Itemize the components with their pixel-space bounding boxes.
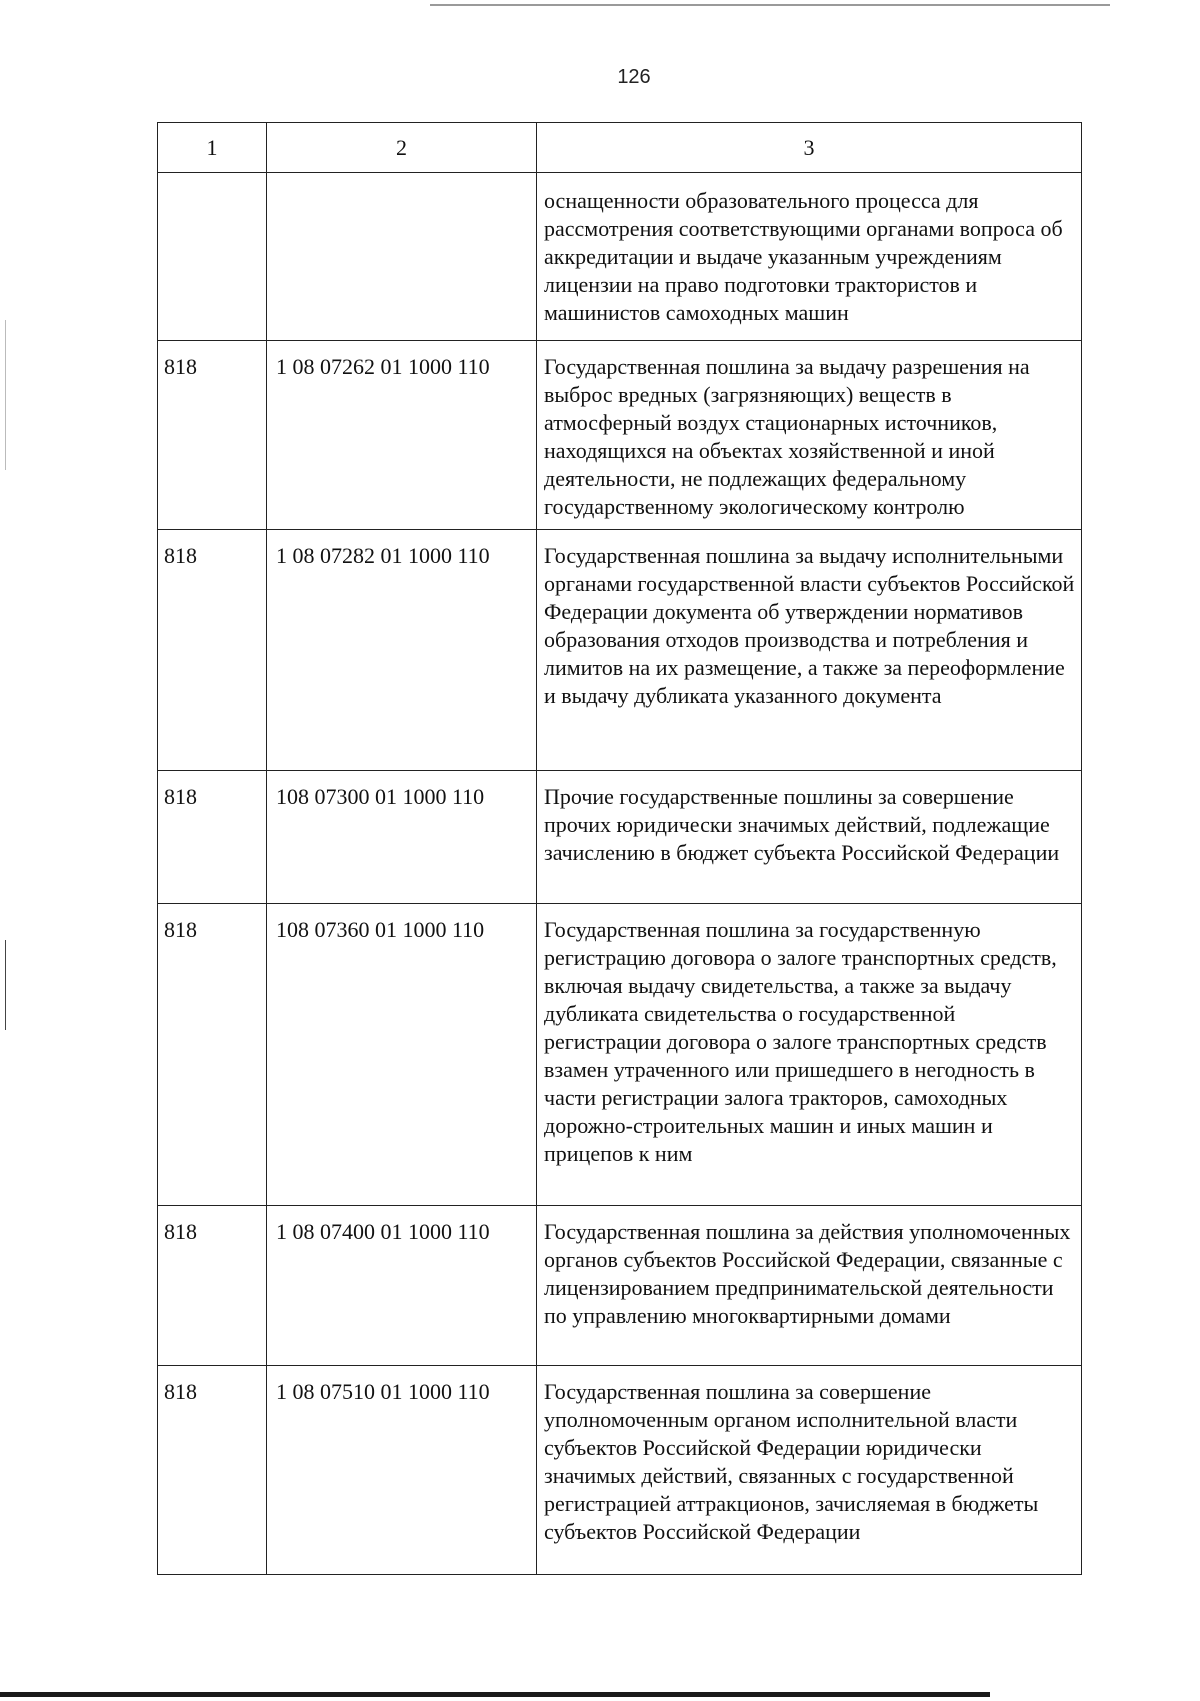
table-row xyxy=(158,530,1082,771)
admin-code-cell: 818 xyxy=(158,1206,267,1366)
top-scan-rule xyxy=(430,4,1110,6)
budget-code-cell: 1 08 07510 01 1000 110 xyxy=(267,1366,537,1575)
description-cell: Государственная пошлина за действия уполномоченных органов субъектов Российской Федерации, связанные с лицензированием предпринимательской деятельности по управлению многоквартирными домами xyxy=(537,1206,1082,1366)
budget-code-cell: 108 07360 01 1000 110 xyxy=(267,904,537,1206)
description-cell: Прочие государственные пошлины за совершение прочих юридически значимых действий, подлежащие зачислению в бюджет субъекта Российской Федерации xyxy=(537,771,1082,904)
budget-code-cell: 1 08 07282 01 1000 110 xyxy=(267,530,537,771)
description-cell: Государственная пошлина за выдачу разрешения на выброс вредных (загрязняющих) веществ в атмосферный воздух стационарных источников, находящихся на объектах хозяйственной и иной деятельности, не подлежащих федеральному государственному экологическому контролю xyxy=(537,341,1082,530)
admin-code-cell: 818 xyxy=(158,771,267,904)
description-cell: Государственная пошлина за совершение уполномоченным органом исполнительной власти субъектов Российской Федерации юридически значимых действий, связанных с государственной регистрацией аттракционов, зачисляемая в бюджеты субъектов Российской Федерации xyxy=(537,1366,1082,1575)
scan-margin-mark xyxy=(5,320,6,470)
description-cell: оснащенности образовательного процесса для рассмотрения соответствующими органами вопроса об аккредитации и выдаче указанным учреждениям лицензии на право подготовки трактористов и машинистов самоходных машин xyxy=(537,173,1082,341)
table-row xyxy=(158,341,1082,530)
admin-code-cell: 818 xyxy=(158,341,267,530)
budget-code-cell: 1 08 07400 01 1000 110 xyxy=(267,1206,537,1366)
budget-code-cell: 108 07300 01 1000 110 xyxy=(267,771,537,904)
table-row-continuation xyxy=(158,173,1082,341)
admin-code-cell xyxy=(158,173,267,341)
budget-codes-table xyxy=(157,122,1082,1575)
table-row xyxy=(158,1206,1082,1366)
budget-code-cell xyxy=(267,173,537,341)
admin-code-cell: 818 xyxy=(158,1366,267,1575)
column-header-1: 1 xyxy=(158,123,267,173)
column-header-3: 3 xyxy=(537,123,1082,173)
table-header-row xyxy=(158,123,1082,173)
table-row xyxy=(158,904,1082,1206)
table-row xyxy=(158,771,1082,904)
budget-code-cell: 1 08 07262 01 1000 110 xyxy=(267,341,537,530)
bottom-scan-rule xyxy=(0,1692,990,1697)
description-cell: Государственная пошлина за государственную регистрацию договора о залоге транспортных средств, включая выдачу свидетельства, а также за выдачу дубликата свидетельства о государственной регистрации договора о залоге транспортных средств взамен утраченного или пришедшего в негодность в части регистрации залога тракторов, самоходных дорожно-строительных машин и иных машин и прицепов к ним xyxy=(537,904,1082,1206)
description-cell: Государственная пошлина за выдачу исполнительными органами государственной власти субъектов Российской Федерации документа об утверждении нормативов образования отходов производства и потребления и лимитов на их размещение, а также за переоформление и выдачу дубликата указанного документа xyxy=(537,530,1082,771)
page-number: 126 xyxy=(617,66,651,88)
admin-code-cell: 818 xyxy=(158,904,267,1206)
scan-margin-mark xyxy=(5,940,6,1030)
table-row xyxy=(158,1366,1082,1575)
column-header-2: 2 xyxy=(267,123,537,173)
admin-code-cell: 818 xyxy=(158,530,267,771)
